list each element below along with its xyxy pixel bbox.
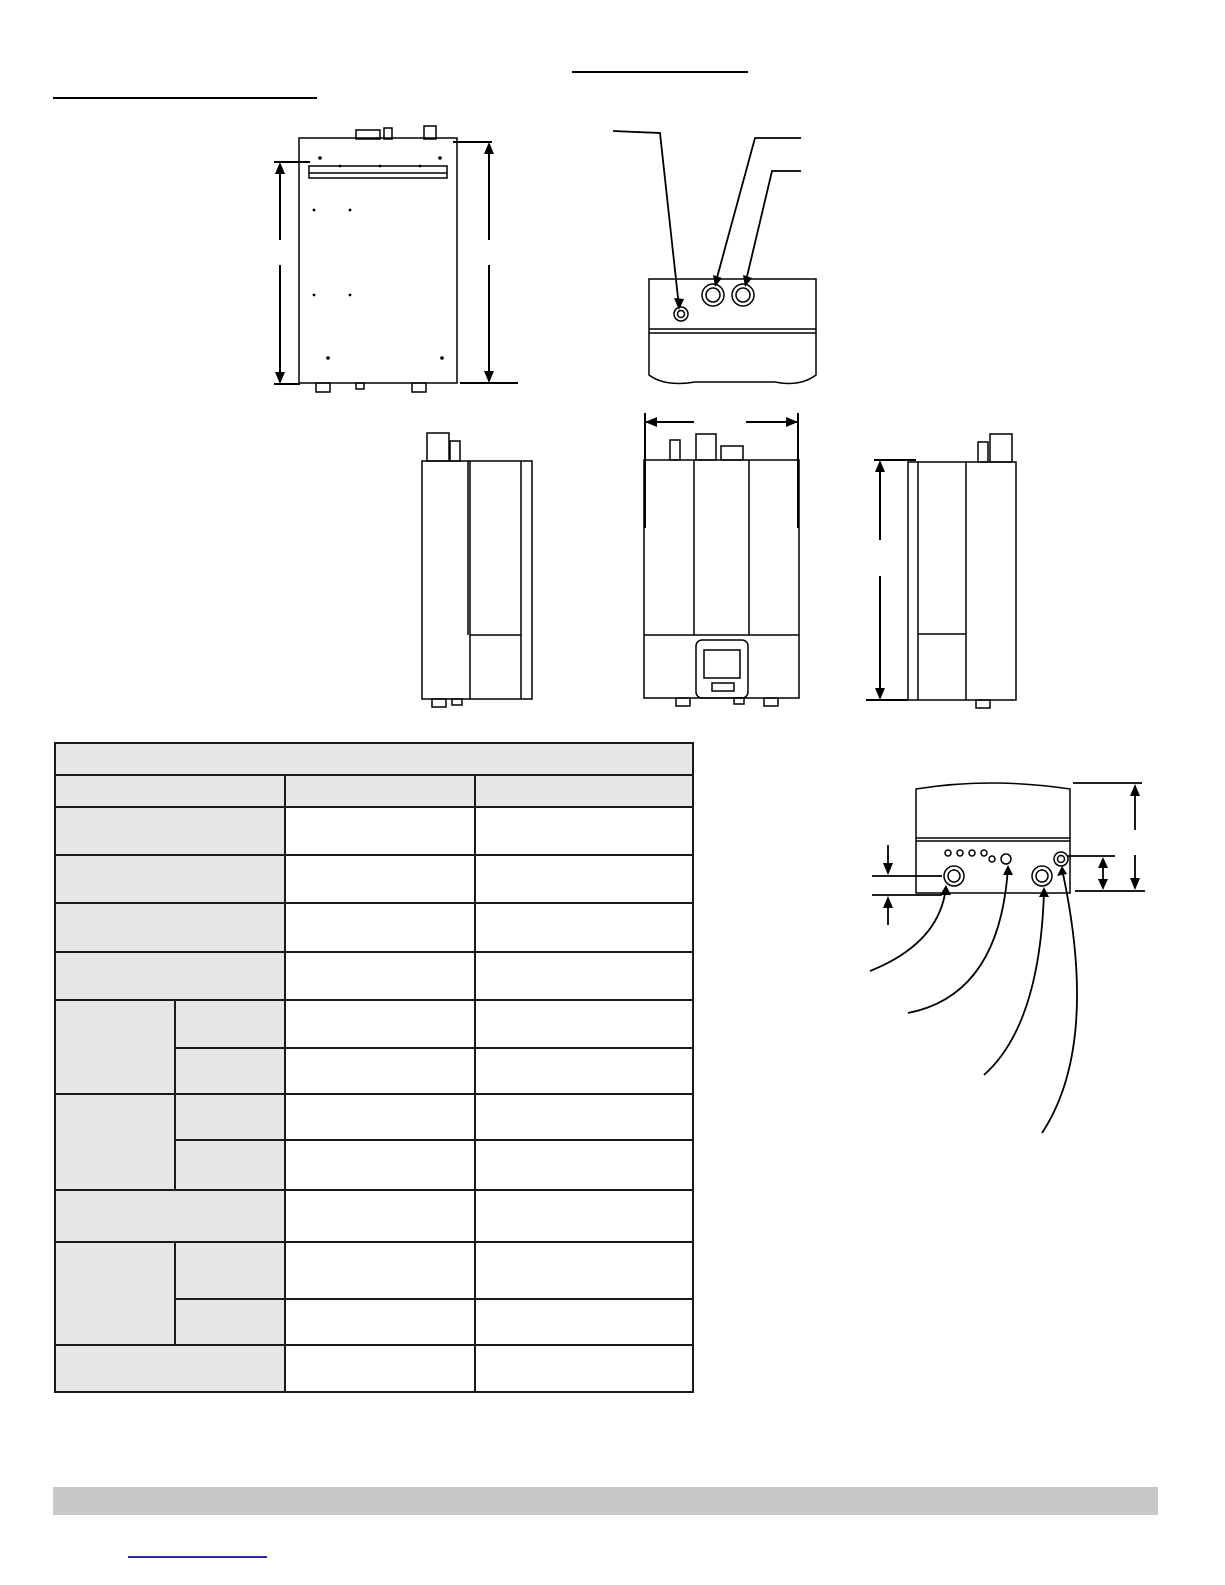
spec-row-value-2: [475, 1242, 693, 1298]
spec-row-value-1: [285, 855, 475, 903]
spec-row-value-2: [475, 1094, 693, 1140]
page-heading-underline: [572, 71, 748, 73]
front-view-drawing: [636, 410, 811, 715]
spec-row-label: [175, 1299, 285, 1345]
spec-row-value-1: [285, 1000, 475, 1048]
spec-table-title: [55, 743, 693, 775]
top-view-drawing: [605, 125, 820, 390]
spec-group-label: [55, 1242, 175, 1344]
bottom-view-drawing: [860, 775, 1155, 1140]
spec-row-label: [175, 1000, 285, 1048]
spec-row-value-2: [475, 903, 693, 951]
spec-row-value-1: [285, 952, 475, 1000]
spec-row-label: [175, 1140, 285, 1190]
spec-row-value-1: [285, 1048, 475, 1094]
spec-row-label: [55, 1190, 285, 1242]
spec-row-value-2: [475, 1048, 693, 1094]
spec-row-value-2: [475, 952, 693, 1000]
spec-row-label: [55, 807, 285, 855]
spec-row-label: [55, 855, 285, 903]
spec-table-header-col2: [475, 775, 693, 807]
spec-row-value-1: [285, 1299, 475, 1345]
spec-row-value-1: [285, 1345, 475, 1392]
rear-view-drawing: [270, 120, 530, 400]
spec-row-value-2: [475, 1140, 693, 1190]
left-side-view-drawing: [410, 425, 540, 715]
spec-row-value-2: [475, 855, 693, 903]
spec-row-label: [55, 952, 285, 1000]
footer-bar: [53, 1487, 1158, 1515]
spec-row-value-1: [285, 1140, 475, 1190]
spec-row-label: [175, 1048, 285, 1094]
spec-row-value-2: [475, 1000, 693, 1048]
spec-table: [54, 742, 694, 1393]
spec-row-value-1: [285, 1242, 475, 1298]
spec-group-label: [55, 1000, 175, 1094]
spec-row-value-1: [285, 1094, 475, 1140]
spec-table-header: [55, 775, 285, 807]
spec-row-label: [55, 903, 285, 951]
spec-row-label: [175, 1094, 285, 1140]
spec-row-value-1: [285, 807, 475, 855]
section-heading-underline: [53, 97, 317, 99]
spec-row-value-2: [475, 1190, 693, 1242]
footer-link-underline: [128, 1556, 267, 1558]
spec-row-value-2: [475, 807, 693, 855]
spec-row-value-1: [285, 903, 475, 951]
spec-row-value-2: [475, 1345, 693, 1392]
spec-row-value-2: [475, 1299, 693, 1345]
spec-group-label: [55, 1094, 175, 1190]
spec-row-label: [55, 1345, 285, 1392]
right-side-view-drawing: [860, 428, 1035, 718]
spec-row-value-1: [285, 1190, 475, 1242]
spec-row-label: [175, 1242, 285, 1298]
spec-table-header-col1: [285, 775, 475, 807]
